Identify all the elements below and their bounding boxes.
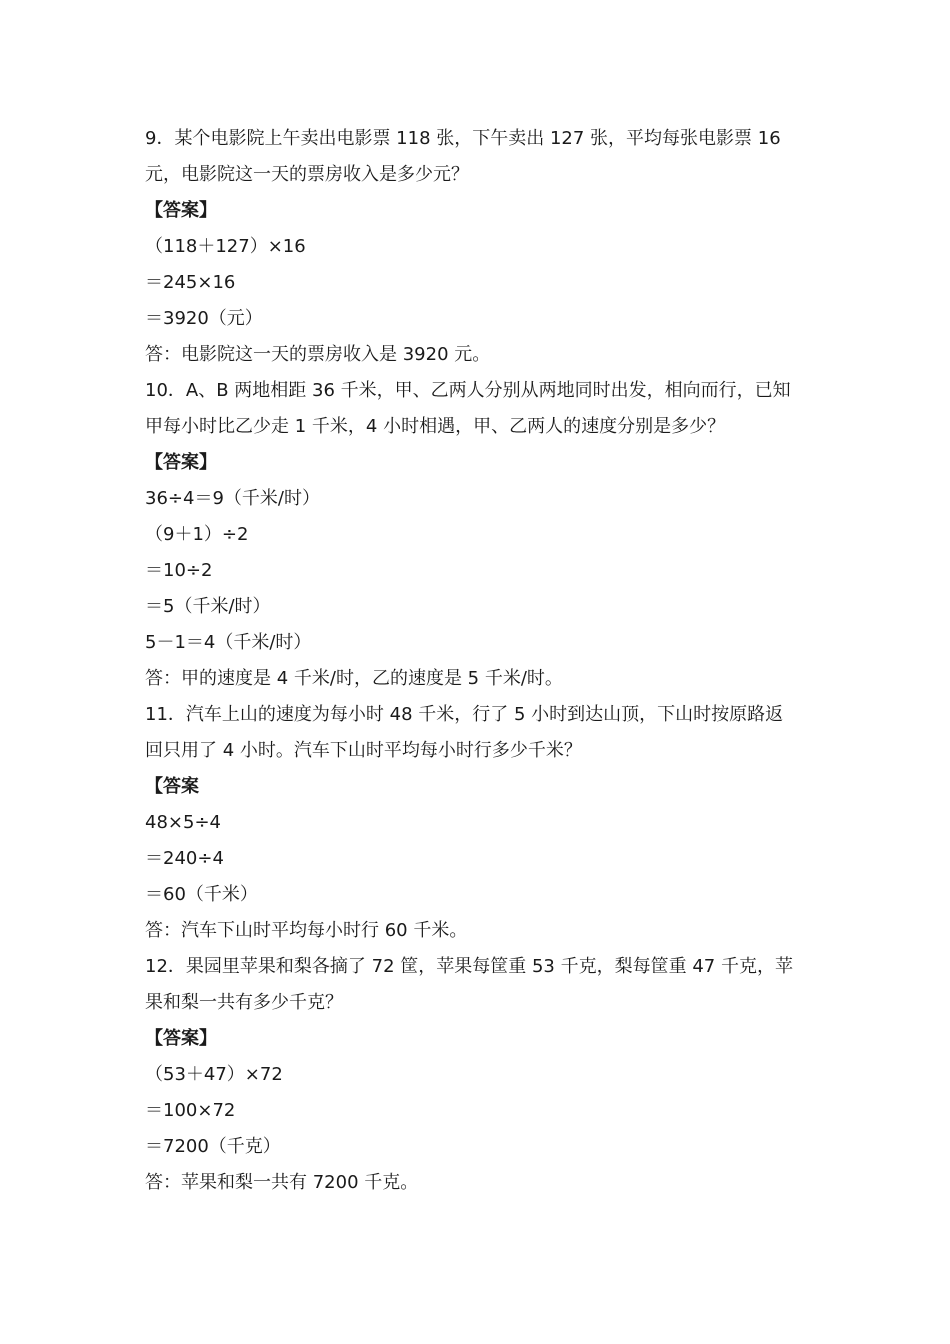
answer-heading: 【答案】 xyxy=(145,1028,217,1049)
solution-step: 48×5÷4 xyxy=(145,812,221,833)
solution-step: ＝5（千米/时） xyxy=(145,596,271,617)
solution-step: ＝60（千米） xyxy=(145,884,258,905)
document-content xyxy=(145,121,815,1201)
answer-conclusion: 答：苹果和梨一共有 7200 千克。 xyxy=(145,1172,419,1193)
solution-step: ＝245×16 xyxy=(145,272,236,293)
solution-step: 5－1＝4（千米/时） xyxy=(145,632,312,653)
question-line: 回只用了 4 小时。汽车下山时平均每小时行多少千米？ xyxy=(145,740,582,761)
question-line: 11．汽车上山的速度为每小时 48 千米，行了 5 小时到达山顶，下山时按原路返 xyxy=(145,704,784,725)
answer-heading: 【答案】 xyxy=(145,452,217,473)
answer-conclusion: 答：汽车下山时平均每小时行 60 千米。 xyxy=(145,920,468,941)
question-line: 果和梨一共有多少千克？ xyxy=(145,992,343,1013)
solution-step: ＝240÷4 xyxy=(145,848,224,869)
question-line: 甲每小时比乙少走 1 千米，4 小时相遇，甲、乙两人的速度分别是多少？ xyxy=(145,416,726,437)
problem-12 xyxy=(145,949,815,1201)
answer-heading: 【答案】 xyxy=(145,200,217,221)
question-line: 9．某个电影院上午卖出电影票 118 张，下午卖出 127 张，平均每张电影票 16 xyxy=(145,128,781,149)
problem-11 xyxy=(145,697,815,949)
problem-10 xyxy=(145,373,815,697)
answer-conclusion: 答：甲的速度是 4 千米/时，乙的速度是 5 千米/时。 xyxy=(145,668,563,689)
solution-step: （9＋1）÷2 xyxy=(145,524,249,545)
solution-step: ＝10÷2 xyxy=(145,560,213,581)
question-line: 12．果园里苹果和梨各摘了 72 筐，苹果每筐重 53 千克，梨每筐重 47 千克，苹 xyxy=(145,956,793,977)
solution-step: （53＋47）×72 xyxy=(145,1064,283,1085)
answer-heading: 【答案 xyxy=(145,776,199,797)
problem-9 xyxy=(145,121,815,373)
question-line: 10．A、B 两地相距 36 千米，甲、乙两人分别从两地同时出发，相向而行，已知 xyxy=(145,380,791,401)
solution-step: ＝7200（千克） xyxy=(145,1136,281,1157)
solution-step: ＝100×72 xyxy=(145,1100,236,1121)
solution-step: （118＋127）×16 xyxy=(145,236,306,257)
solution-step: 36÷4＝9（千米/时） xyxy=(145,488,320,509)
solution-step: ＝3920（元） xyxy=(145,308,263,329)
answer-conclusion: 答：电影院这一天的票房收入是 3920 元。 xyxy=(145,344,491,365)
question-line: 元，电影院这一天的票房收入是多少元？ xyxy=(145,164,469,185)
